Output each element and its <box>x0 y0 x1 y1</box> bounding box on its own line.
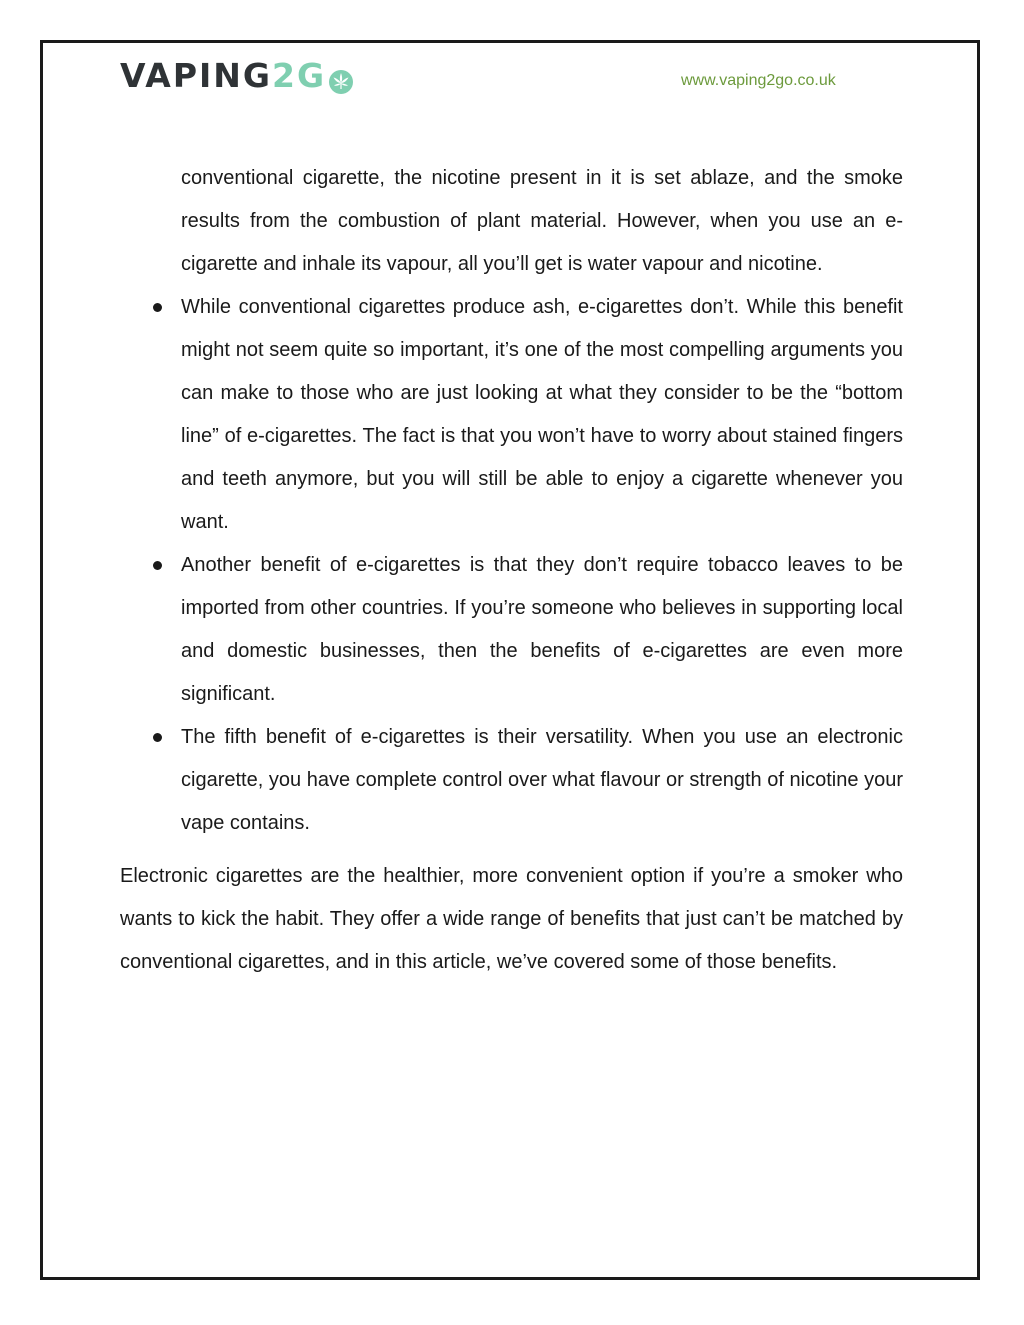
list-item <box>120 286 903 544</box>
list-item <box>120 544 903 716</box>
conclusion-paragraph: Electronic cigarettes are the healthier, more convenient option if you’re a smoker who wants to kick the habit. They offer a wide range of benefits that just can’t be matched by conventional cigarettes, and in this article, we’ve covered some of those benefits. <box>120 865 903 973</box>
brand-logo <box>120 56 354 96</box>
bullet-dot-icon <box>153 733 162 742</box>
bullet-dot-icon <box>153 303 162 312</box>
site-url: www.vaping2go.co.uk <box>681 72 836 89</box>
logo-text-2g: 2G <box>272 56 327 95</box>
list-item-text: The fifth benefit of e-cigarettes is their versatility. When you use an electronic cigarette, you have complete control over what flavour or strength of nicotine your vape contains. <box>181 726 903 834</box>
bullet-dot-icon <box>153 561 162 570</box>
cannabis-leaf-icon <box>328 64 354 90</box>
benefits-list <box>120 157 903 845</box>
list-item-continued: conventional cigarette, the nicotine present in it is set ablaze, and the smoke results from the combustion of plant material. However, when you use an e-cigarette and inhale its vapour, all you’ll get is water vapour and nicotine. <box>181 167 903 275</box>
list-item <box>120 716 903 845</box>
logo-text-vaping: VAPING <box>120 56 273 95</box>
article-body <box>120 157 903 984</box>
list-item-text: Another benefit of e-cigarettes is that they don’t require tobacco leaves to be imported from other countries. If you’re someone who believes in supporting local and domestic businesses, then the benefits of e-cigarettes are even more significant. <box>181 554 903 705</box>
list-item-text: While conventional cigarettes produce ash, e-cigarettes don’t. While this benefit might not seem quite so important, it’s one of the most compelling arguments you can make to those who are just looking at what they consider to be the “bottom line” of e-cigarettes. The fact is that you won’t have to worry about stained fingers and teeth anymore, but you will still be able to enjoy a cigarette whenever you want. <box>181 296 903 533</box>
